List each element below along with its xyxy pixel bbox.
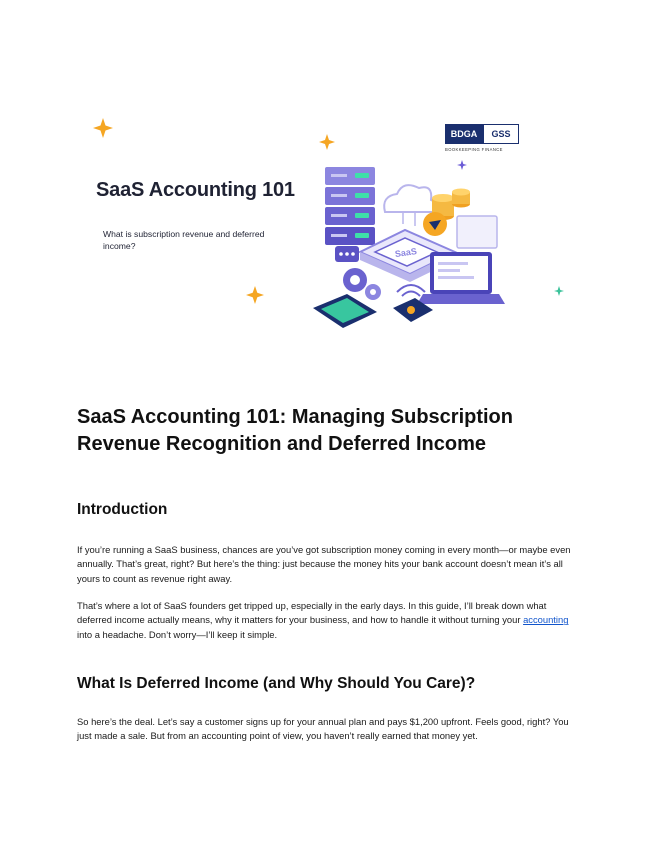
logo-primary: BDGA bbox=[445, 124, 483, 144]
paragraph-text: That’s where a lot of SaaS founders get tripped up, especially in the early days. In this guide, I’ll break down what deferred income actually means, why it matters for your business, and how to handle it without turning your bbox=[77, 600, 547, 626]
intro-paragraph-1: If you’re running a SaaS business, chances are you’ve got subscription money coming in every month—or maybe even annually. That’s great, right? But here’s the thing: just because the money hits your bank account doesn’t mean it’s all yours to count as revenue right away. bbox=[77, 544, 571, 584]
article-title: SaaS Accounting 101: Managing Subscription Revenue Recognition and Deferred Income bbox=[77, 406, 513, 455]
sparkle-icon bbox=[457, 160, 467, 170]
laptop-icon bbox=[417, 252, 505, 304]
server-stack-icon bbox=[325, 167, 375, 245]
sparkle-icon bbox=[93, 118, 335, 304]
hero-title: SaaS Accounting 101 bbox=[96, 179, 295, 201]
keyboard-icon bbox=[313, 294, 377, 328]
section-heading-deferred-income: What Is Deferred Income (and Why Should You Care)? bbox=[77, 675, 476, 692]
intro-paragraph-2 bbox=[77, 599, 577, 642]
section-heading-introduction: Introduction bbox=[77, 501, 168, 518]
sparkle-icon bbox=[554, 286, 564, 296]
hero-subtitle: What is subscription revenue and deferred income? bbox=[103, 229, 265, 251]
accounting-link[interactable]: accounting bbox=[523, 614, 569, 626]
screen-panel bbox=[457, 216, 497, 248]
hero-banner bbox=[85, 112, 575, 344]
paragraph-text: into a headache. Don’t worry—I’ll keep it simple. bbox=[77, 628, 278, 640]
brand-logo bbox=[445, 124, 521, 158]
saas-badge-label: SaaS bbox=[394, 246, 418, 260]
logo-tagline: BOOKKEEPING FINANCE bbox=[445, 147, 503, 152]
chat-bubble-icon bbox=[335, 246, 359, 262]
logo-secondary: GSS bbox=[483, 124, 519, 144]
deferred-paragraph-1: So here’s the deal. Let’s say a customer signs up for your annual plan and pays $1,200 upfront. Feels good, right? You just made a sale. But from an accounting point of view, you haven’t really earned that money yet. bbox=[77, 716, 569, 742]
